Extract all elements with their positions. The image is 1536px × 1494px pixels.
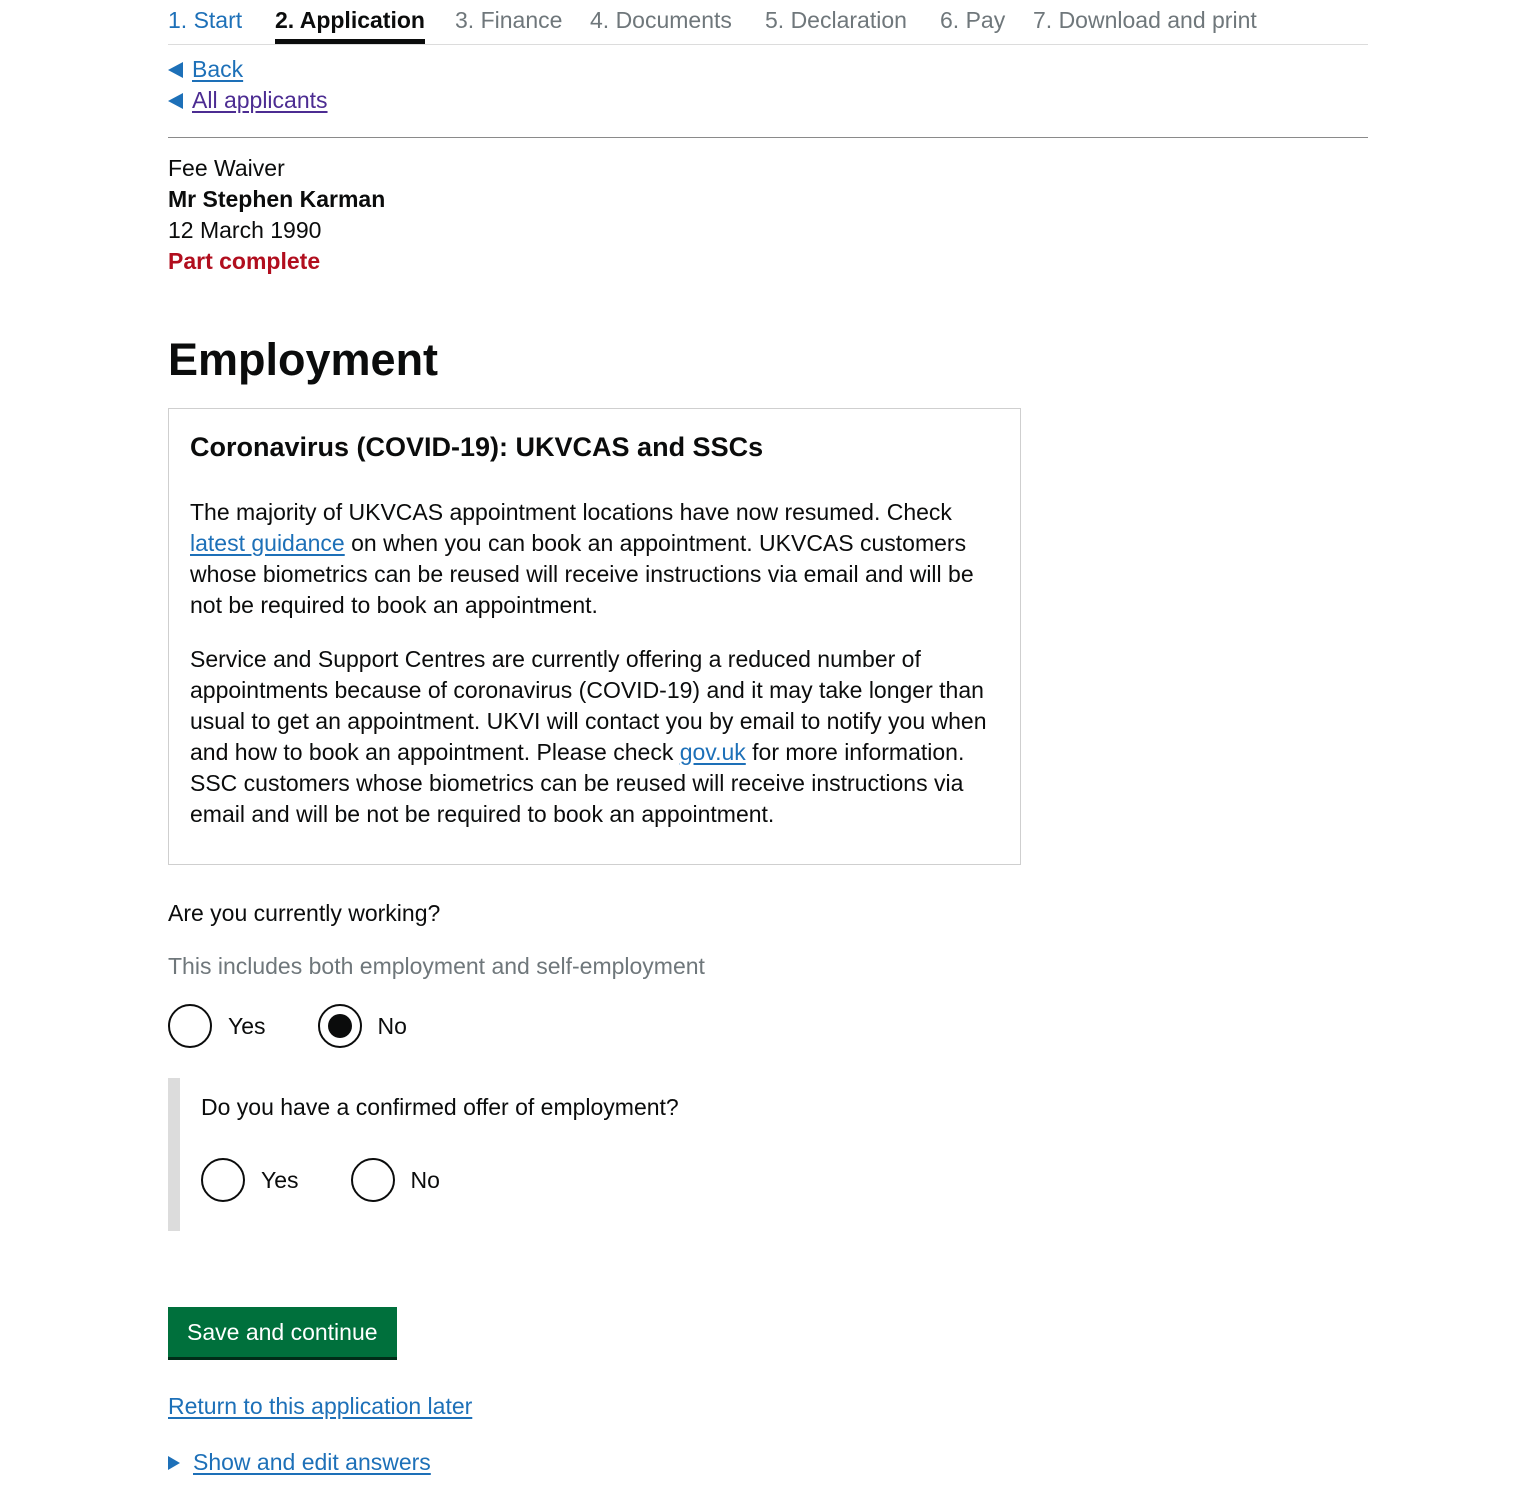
back-link-row — [168, 54, 243, 84]
radio-label: No — [377, 1012, 407, 1039]
radio-unchecked-icon[interactable] — [201, 1158, 245, 1202]
radio-label: Yes — [261, 1166, 299, 1193]
working-question-hint: This includes both employment and self-employment — [168, 953, 705, 979]
latest-guidance-link[interactable]: latest guidance — [190, 530, 345, 556]
triangle-left-icon — [168, 62, 183, 78]
step-start[interactable]: 1. Start — [168, 7, 243, 33]
save-and-continue-button[interactable]: Save and continue — [168, 1307, 397, 1357]
page-title: Employment — [168, 334, 439, 385]
conditional-reveal-bar — [168, 1078, 180, 1231]
notice-paragraph-2 — [190, 644, 1000, 830]
offer-radio-group — [201, 1158, 492, 1202]
section-divider — [168, 137, 1368, 138]
all-applicants-link[interactable]: All applicants — [192, 87, 328, 113]
radio-unchecked-icon[interactable] — [351, 1158, 395, 1202]
step-documents: 4. Documents — [590, 7, 732, 33]
step-declaration: 5. Declaration — [765, 7, 907, 33]
radio-unchecked-icon[interactable] — [168, 1004, 212, 1048]
notice-text: on when you can book an appointment. UKVCAS customers whose biometrics can be reused will receive instructions via email and will be not be required to book an appointment. — [190, 530, 974, 618]
notice-text: for more information. SSC customers whose biometrics can be reused will receive instructions via email and will be not be required to book an appointment. — [190, 739, 965, 827]
covid-notice-panel — [168, 408, 1021, 865]
step-finance: 3. Finance — [455, 7, 563, 33]
all-applicants-link-row — [168, 85, 328, 115]
step-application: 2. Application — [275, 4, 425, 36]
radio-label: Yes — [228, 1012, 266, 1039]
progress-steps — [168, 0, 1368, 45]
triangle-right-icon — [168, 1456, 180, 1470]
radio-checked-icon[interactable] — [318, 1004, 362, 1048]
step-download-and-print: 7. Download and print — [1033, 7, 1257, 33]
working-radio-group — [168, 1004, 459, 1048]
return-later-link[interactable]: Return to this application later — [168, 1393, 473, 1419]
offer-no-radio[interactable] — [351, 1158, 440, 1202]
working-yes-radio[interactable] — [168, 1004, 266, 1048]
application-type: Fee Waiver — [168, 155, 285, 181]
gov-uk-link[interactable]: gov.uk — [679, 739, 746, 765]
offer-yes-radio[interactable] — [201, 1158, 299, 1202]
notice-title: Coronavirus (COVID-19): UKVCAS and SSCs — [190, 432, 764, 462]
notice-paragraph-1 — [190, 497, 1000, 621]
applicant-dob: 12 March 1990 — [168, 217, 322, 243]
applicant-name: Mr Stephen Karman — [168, 186, 386, 212]
offer-question-label: Do you have a confirmed offer of employment? — [201, 1094, 679, 1120]
show-and-edit-answers-link[interactable]: Show and edit answers — [193, 1449, 431, 1475]
triangle-left-icon — [168, 93, 183, 109]
notice-text: Service and Support Centres are currently offering a reduced number of appointments because of coronavirus (COVID-19) and it may take longer than usual to get an appointment. UKVI will contact you by email to notify you when and how to book an appointment. Please check — [190, 646, 987, 765]
back-link[interactable]: Back — [192, 56, 244, 82]
radio-label: No — [410, 1166, 440, 1193]
notice-text: The majority of UKVCAS appointment locations have now resumed. Check — [190, 499, 952, 525]
working-question-label: Are you currently working? — [168, 900, 441, 926]
status-badge: Part complete — [168, 248, 321, 274]
step-pay: 6. Pay — [940, 7, 1006, 33]
working-no-radio[interactable] — [318, 1004, 407, 1048]
show-answers-toggle[interactable] — [168, 1447, 431, 1478]
